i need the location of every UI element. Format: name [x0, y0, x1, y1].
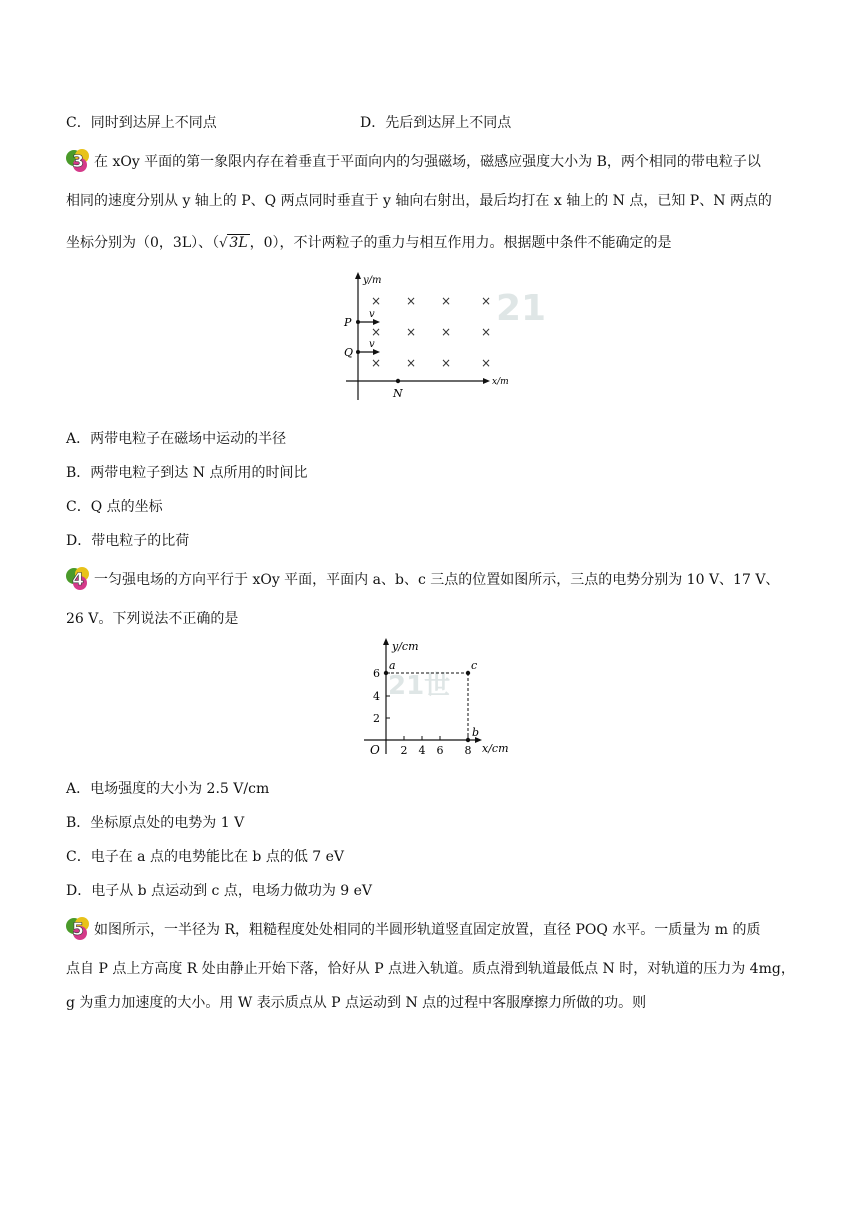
point-a-label: a	[389, 659, 396, 672]
point-c-label: c	[471, 659, 478, 672]
point-b-label: b	[472, 726, 480, 739]
q4-option-d: D．电子从 b 点运动到 c 点，电场力做功为 9 eV	[66, 883, 373, 899]
q3-line3: 坐标分别为（0，3L）、（√ 3L ，0），不计两粒子的重力与相互作用力。根据题中条件不能确定的是	[66, 235, 672, 251]
q4-text-line1: 一匀强电场的方向平行于 xOy 平面，平面内 a、b、c 三点的位置如图所示，三点的电势分别为 10 V、17 V、	[94, 572, 780, 588]
y-axis-label: y/m	[363, 275, 382, 286]
x-tick-8: 8	[464, 744, 472, 757]
q4-line2: 26 V。下列说法不正确的是	[66, 611, 239, 627]
q3-option-d: D．带电粒子的比荷	[66, 533, 190, 549]
svg-text:×: ×	[405, 294, 417, 308]
x-tick-6: 6	[436, 744, 444, 757]
q3-sqrt-term: 3L	[229, 235, 248, 251]
x-tick-2: 2	[400, 744, 408, 757]
y-tick-6: 6	[373, 667, 380, 680]
origin-label: O	[370, 743, 380, 757]
svg-text:×: ×	[480, 356, 492, 370]
velocity-q-label: v	[369, 339, 375, 350]
svg-text:×: ×	[370, 356, 382, 370]
watermark: 21	[496, 288, 547, 329]
q4-option-b: B．坐标原点处的电势为 1 V	[66, 815, 245, 831]
q5-number: 5	[72, 920, 84, 940]
y-axis-label: y/cm	[392, 640, 419, 653]
question-number-badge-icon	[64, 146, 92, 174]
question-number-badge-icon	[64, 564, 92, 592]
point-q-label: Q	[344, 346, 354, 359]
q5-line3: g 为重力加速度的大小。用 W 表示质点从 P 点运动到 N 点的过程中客服摩擦力所做的功。则	[66, 995, 647, 1011]
q5-line1	[64, 916, 760, 944]
q3-option-b: B．两带电粒子到达 N 点所用的时间比	[66, 465, 308, 481]
q3-line3-b: ，0），不计两粒子的重力与相互作用力。根据题中条件不能确定的是	[249, 235, 672, 251]
y-tick-4: 4	[373, 690, 380, 703]
x-axis-label: x/cm	[482, 742, 509, 755]
q4-option-c: C．电子在 a 点的电势能比在 b 点的低 7 eV	[66, 849, 345, 865]
svg-text:×: ×	[405, 325, 417, 339]
q4-line1	[64, 566, 779, 594]
svg-text:×: ×	[370, 294, 382, 308]
q5-line2: 点自 P 点上方高度 R 处由静止开始下落，恰好从 P 点进入轨道。质点滑到轨道最低点 N 时，对轨道的压力为 4mg，	[66, 961, 795, 977]
svg-text:×: ×	[405, 356, 417, 370]
question-number-badge-icon	[64, 914, 92, 942]
prev-option-c: C．同时到达屏上不同点	[66, 115, 217, 131]
svg-text:×: ×	[440, 356, 452, 370]
svg-text:×: ×	[370, 325, 382, 339]
prev-option-d: D．先后到达屏上不同点	[360, 115, 512, 131]
q3-option-c: C．Q 点的坐标	[66, 499, 163, 515]
q3-text-line1: 在 xOy 平面的第一象限内存在着垂直于平面向内的匀强磁场，磁感应强度大小为 B，两个相同的带电粒子以	[94, 154, 761, 170]
x-tick-4: 4	[418, 744, 426, 757]
q3-option-a: A．两带电粒子在磁场中运动的半径	[66, 431, 287, 447]
q4-option-a: A．电场强度的大小为 2.5 V/cm	[66, 781, 270, 797]
q3-line2: 相同的速度分别从 y 轴上的 P、Q 两点同时垂直于 y 轴向右射出，最后均打在 x 轴上的 N 点，已知 P、N 两点的	[66, 193, 772, 209]
q3-magnetic-field-figure	[336, 270, 547, 410]
velocity-p-label: v	[369, 309, 375, 320]
x-axis-label: x/m	[492, 377, 509, 387]
svg-text:×: ×	[440, 325, 452, 339]
svg-text:×: ×	[480, 325, 492, 339]
y-tick-2: 2	[373, 712, 380, 725]
point-n-label: N	[393, 387, 403, 400]
watermark: 21世	[388, 671, 451, 701]
q5-text-line1: 如图所示，一半径为 R，粗糙程度处处相同的半圆形轨道竖直固定放置，直径 POQ 水平。一质量为 m 的质	[94, 922, 761, 938]
q3-line3-a: 坐标分别为（0，3L）、（	[66, 235, 220, 251]
q3-number: 3	[72, 152, 84, 172]
svg-text:×: ×	[480, 294, 492, 308]
point-p-label: P	[344, 316, 352, 329]
field-crosses	[371, 294, 491, 370]
q4-electric-field-figure	[358, 636, 518, 762]
svg-text:×: ×	[440, 294, 452, 308]
q3-line1	[64, 148, 761, 176]
q4-number: 4	[72, 570, 84, 590]
